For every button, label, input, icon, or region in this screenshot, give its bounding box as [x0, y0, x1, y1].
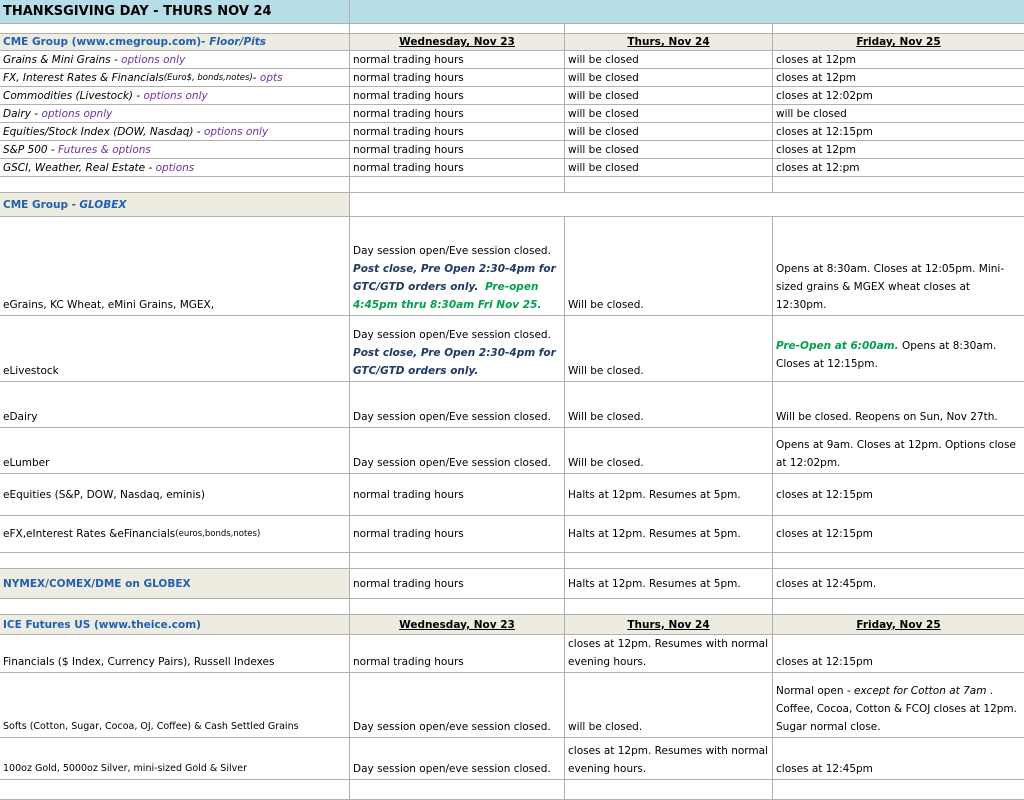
- header-fri: Friday, Nov 25: [856, 36, 941, 48]
- table-row: [0, 428, 1024, 474]
- fri-text-c: . Coffee, Cocoa, Cotton & FCOJ closes at 12pm. Sugar normal close.: [776, 685, 1017, 733]
- thu-value: will be closed: [565, 69, 773, 86]
- wed-value: [350, 316, 565, 381]
- table-row: [0, 382, 1024, 428]
- wed-value: normal trading hours: [350, 474, 565, 515]
- label-text: eFX,eInterest Rates &eFinancials: [3, 528, 176, 540]
- thu-value: closes at 12pm. Resumes with normal evening hours.: [565, 635, 773, 672]
- row-label: 100oz Gold, 5000oz Silver, mini-sized Gold & Silver: [0, 738, 350, 779]
- label-text: Equities/Stock Index (DOW, Nasdaq) -: [3, 125, 201, 138]
- ice-section-title: ICE Futures US (www.theice.com): [0, 615, 350, 634]
- spacer-row: [0, 553, 1024, 569]
- cme-floor-section-title: [0, 34, 350, 50]
- wed-value: normal trading hours: [350, 159, 565, 176]
- thu-value: will be closed: [565, 105, 773, 122]
- fri-value: Will be closed. Reopens on Sun, Nov 27th.: [776, 411, 998, 423]
- fri-value: closes at 12:15pm: [776, 125, 873, 138]
- wed-value: Day session open/Eve session closed.: [350, 382, 565, 427]
- table-row: [0, 738, 1024, 780]
- cme-globex-suffix: GLOBEX: [79, 198, 127, 211]
- wed-line-1: Day session open/Eve session closed.: [353, 329, 551, 341]
- fri-value: closes at 12:15pm: [776, 656, 873, 668]
- row-label: eLumber: [0, 428, 350, 473]
- wed-line-1: Day session open/Eve session closed.: [353, 245, 551, 257]
- row-label: [0, 123, 350, 140]
- fri-value: closes at 12:15pm: [776, 488, 873, 501]
- cme-floor-section-header: [0, 34, 1024, 51]
- fri-value: Opens at 8:30am. Closes at 12:05pm. Mini-sized grains & MGEX wheat closes at 12:30pm.: [776, 263, 1005, 311]
- wed-value: normal trading hours: [350, 516, 565, 552]
- thu-value: will be closed: [565, 51, 773, 68]
- thu-value: Halts at 12pm. Resumes at 5pm.: [565, 516, 773, 552]
- table-row: [0, 516, 1024, 553]
- label-small: (Euro$, bonds,notes): [163, 72, 253, 83]
- spacer-row: [0, 599, 1024, 615]
- label-dash: -: [252, 71, 257, 84]
- row-label: eDairy: [0, 382, 350, 427]
- nymex-row: [0, 569, 1024, 599]
- fri-preopen: Pre-Open at 6:00am.: [776, 340, 899, 352]
- nymex-section-title: NYMEX/COMEX/DME on GLOBEX: [0, 569, 350, 598]
- table-row: [0, 69, 1024, 87]
- label-text: Grains & Mini Grains -: [3, 53, 118, 66]
- fri-text-a: Normal open -: [776, 685, 854, 697]
- header-thu: Thurs, Nov 24: [565, 615, 773, 634]
- label-text: Dairy -: [3, 107, 39, 120]
- fri-text-b: except for Cotton at 7am: [854, 685, 987, 697]
- wed-value: Day session open/eve session closed.: [350, 738, 565, 779]
- spacer-row: [0, 24, 1024, 34]
- thu-value: Will be closed.: [565, 217, 773, 315]
- table-row: [0, 673, 1024, 738]
- spacer-row: [0, 780, 1024, 800]
- wed-value: normal trading hours: [350, 87, 565, 104]
- wed-value: normal trading hours: [350, 105, 565, 122]
- label-text: S&P 500 -: [3, 143, 55, 156]
- row-label: eLivestock: [0, 316, 350, 381]
- title-row: [0, 0, 1024, 24]
- table-row: [0, 123, 1024, 141]
- fri-value: closes at 12pm: [776, 143, 856, 156]
- table-row: [0, 105, 1024, 123]
- fri-value: closes at 12:45pm.: [776, 577, 877, 590]
- label-note: options opnly: [41, 107, 113, 120]
- header-wed: Wednesday, Nov 23: [350, 34, 565, 50]
- row-label: [0, 159, 350, 176]
- wed-value: normal trading hours: [350, 141, 565, 158]
- label-note: options: [155, 161, 195, 174]
- spacer-row: [0, 177, 1024, 193]
- thu-value: Will be closed.: [565, 382, 773, 427]
- label-small: (euros,bonds,notes): [175, 529, 261, 539]
- fri-value: closes at 12:pm: [776, 161, 860, 174]
- wed-value: normal trading hours: [350, 123, 565, 140]
- thu-value: Halts at 12pm. Resumes at 5pm.: [565, 474, 773, 515]
- thu-value: will be closed.: [565, 673, 773, 737]
- wed-value: normal trading hours: [350, 569, 565, 598]
- table-row: [0, 474, 1024, 516]
- cme-globex-name: CME Group -: [3, 198, 76, 211]
- row-label: [0, 69, 350, 86]
- fri-value: closes at 12pm: [776, 71, 856, 84]
- wed-value: Day session open/eve session closed.: [350, 673, 565, 737]
- cme-floor-name: CME Group (www.cmegroup.com): [3, 36, 202, 48]
- label-note: options only: [121, 53, 186, 66]
- label-text: GSCI, Weather, Real Estate -: [3, 161, 153, 174]
- ice-section-header: [0, 615, 1024, 635]
- wed-value: normal trading hours: [350, 69, 565, 86]
- title-filler: [350, 0, 1024, 23]
- fri-value: closes at 12:15pm: [776, 528, 873, 540]
- wed-line-2: Post close, Pre Open 2:30-4pm for GTC/GTD orders only.: [353, 347, 556, 377]
- thu-value: closes at 12pm. Resumes with normal evening hours.: [565, 738, 773, 779]
- table-row: [0, 51, 1024, 69]
- label-note: opts: [259, 71, 283, 84]
- fri-value: will be closed: [776, 107, 847, 120]
- row-label: [0, 51, 350, 68]
- thu-value: Will be closed.: [565, 316, 773, 381]
- row-label: [0, 516, 350, 552]
- thu-value: Halts at 12pm. Resumes at 5pm.: [565, 569, 773, 598]
- row-label: [0, 105, 350, 122]
- table-row: [0, 87, 1024, 105]
- wed-value: Day session open/Eve session closed.: [350, 428, 565, 473]
- thu-value: will be closed: [565, 87, 773, 104]
- label-text: Commodities (Livestock) -: [3, 89, 141, 102]
- thu-value: Will be closed.: [565, 428, 773, 473]
- table-row: [0, 159, 1024, 177]
- row-label: eEquities (S&P, DOW, Nasdaq, eminis): [0, 474, 350, 515]
- thu-value: will be closed: [565, 141, 773, 158]
- label-note: options only: [143, 89, 208, 102]
- row-label: Softs (Cotton, Sugar, Cocoa, OJ, Coffee) & Cash Settled Grains: [0, 673, 350, 737]
- cme-floor-suffix: - Floor/Pits: [201, 36, 267, 48]
- thu-value: will be closed: [565, 123, 773, 140]
- fri-value: closes at 12:02pm: [776, 89, 873, 102]
- label-note: options only: [203, 125, 269, 138]
- cme-globex-section-header: [0, 193, 1024, 217]
- fri-value: Opens at 9am. Closes at 12pm. Options close at 12:02pm.: [776, 439, 1016, 469]
- fri-value: closes at 12pm: [776, 53, 856, 66]
- row-label: [0, 87, 350, 104]
- label-text: FX, Interest Rates & Financials: [3, 71, 164, 84]
- table-row: [0, 316, 1024, 382]
- row-label: eGrains, KC Wheat, eMini Grains, MGEX,: [0, 217, 350, 315]
- fri-value: [773, 316, 1024, 381]
- wed-value: normal trading hours: [350, 51, 565, 68]
- wed-value: [350, 217, 565, 315]
- row-label: Financials ($ Index, Currency Pairs), Russell Indexes: [0, 635, 350, 672]
- table-row: [0, 635, 1024, 673]
- thu-value: will be closed: [565, 159, 773, 176]
- fri-value: [773, 673, 1024, 737]
- page-title: THANKSGIVING DAY - THURS NOV 24: [0, 0, 350, 23]
- header-thu: Thurs, Nov 24: [565, 34, 773, 50]
- table-row: [0, 217, 1024, 316]
- fri-rest: Opens at 8:30am. Closes at 12:15pm.: [776, 340, 997, 370]
- wed-line-2: Post close, Pre Open 2:30-4pm for GTC/GTD orders only.: [353, 263, 556, 293]
- wed-value: normal trading hours: [350, 635, 565, 672]
- wed-line-3: Pre-open 4:45pm thru 8:30am Fri Nov 25.: [353, 281, 542, 311]
- header-wed: Wednesday, Nov 23: [350, 615, 565, 634]
- label-note: Futures & options: [58, 143, 151, 156]
- row-label: [0, 141, 350, 158]
- table-row: [0, 141, 1024, 159]
- fri-value: closes at 12:45pm: [776, 763, 873, 775]
- header-fri: Friday, Nov 25: [856, 618, 941, 631]
- cme-globex-section-title: [0, 193, 350, 216]
